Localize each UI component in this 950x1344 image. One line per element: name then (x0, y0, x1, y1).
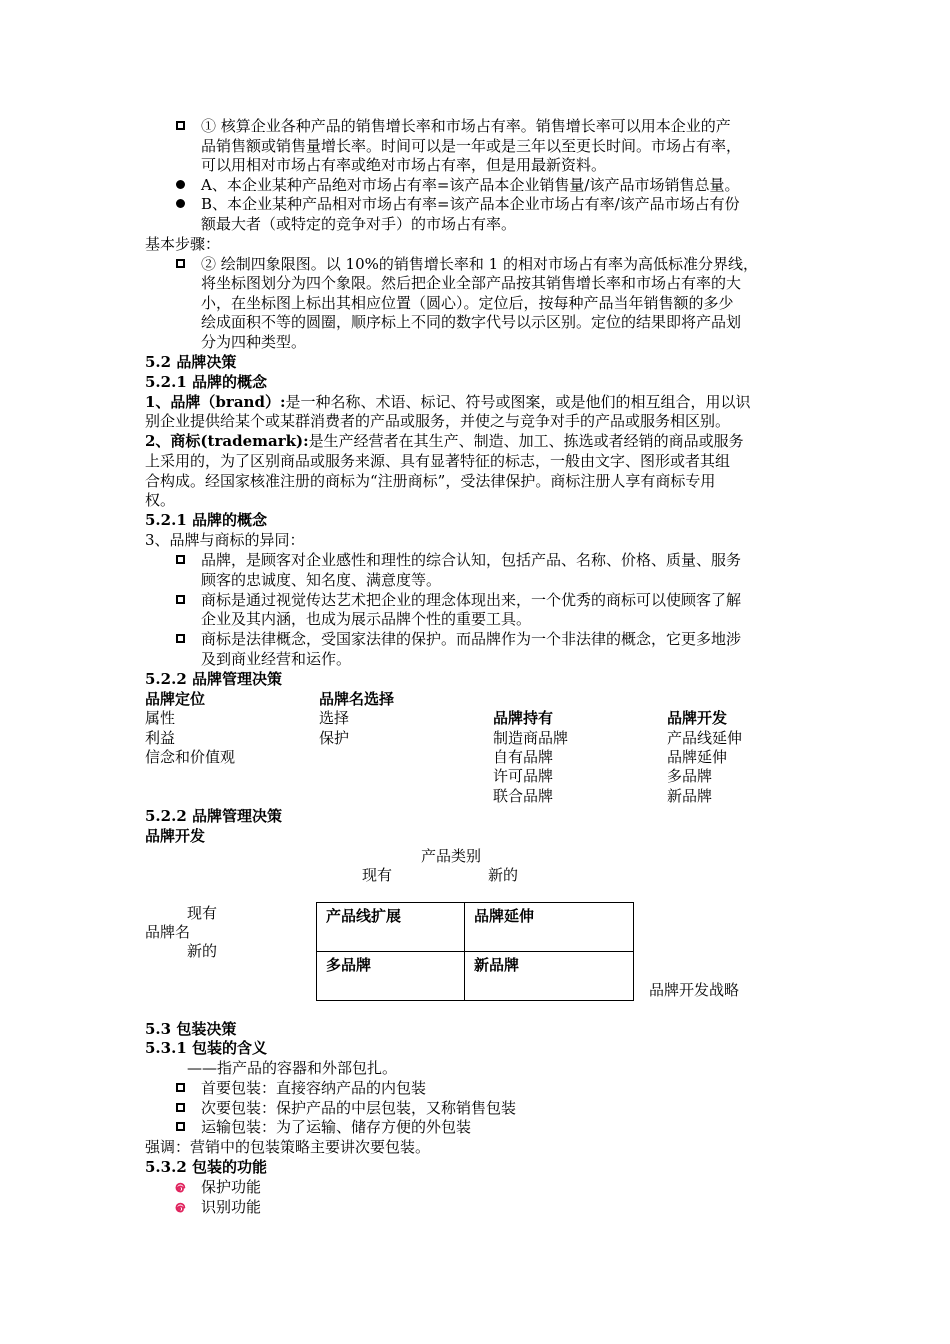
matrix-cell-brand-extension: 品牌延伸 (474, 907, 535, 925)
packaging-item: 运输包装：为了运输、储存方便的外包装 (201, 1118, 472, 1136)
bcg-item2-line3: 小，在坐标图上标出其相应位置（圆心）。定位后，按每种产品当年销售额的多少 (201, 294, 734, 312)
brand-definition-text: 是一种名称、术语、标记、符号或图案，或是他们的相互组合，用以识 (285, 393, 751, 411)
mgmt-col4-item: 多品牌 (667, 767, 713, 785)
matrix-cell-multibrand: 多品牌 (326, 956, 372, 974)
steps-label: 基本步骤： (145, 235, 221, 253)
brand-term: 1、品牌（brand）: (145, 393, 286, 411)
trademark-term: 2、商标(trademark): (145, 432, 309, 450)
matrix-cell-line-extension: 产品线扩展 (326, 907, 402, 925)
packaging-emphasis: 强调：营销中的包装策略主要讲次要包装。 (145, 1138, 431, 1156)
bcg-item2-line4: 绘成面积不等的圆圈，顺序标上不同的数字代号以示区别。定位的结果即将产品划 (201, 313, 742, 331)
trademark-definition-line4: 权。 (145, 491, 176, 509)
brand-dev-caption: 品牌开发战略 (649, 981, 740, 999)
product-category-label: 产品类别 (421, 847, 482, 865)
dot-bullet-icon (176, 180, 185, 189)
function-item: 识别功能 (201, 1198, 262, 1216)
checkbox-bullet-icon (176, 121, 185, 130)
bcg-item1-line1: ① 核算企业各种产品的销售增长率和市场占有率。销售增长率可以用本企业的产 (201, 117, 731, 135)
checkbox-bullet-icon (176, 1103, 185, 1112)
heading-5-2-1: 5.2.1 品牌的概念 (145, 373, 267, 391)
dot-bullet-icon (176, 199, 185, 208)
trademark-definition-text: 是生产经营者在其生产、制造、加工、拣选或者经销的商品或服务 (308, 432, 744, 450)
mgmt-col1-item: 利益 (145, 729, 176, 747)
diff3-line2: 及到商业经营和运作。 (201, 650, 352, 668)
brand-existing-label: 现有 (187, 904, 218, 922)
trademark-definition-line3: 合构成。经国家核准注册的商标为“注册商标”，受法律保护。商标注册人享有商标专用 (145, 472, 716, 490)
brand-new-label: 新的 (187, 942, 218, 960)
bcg-item-a: A、本企业某种产品绝对市场占有率=该产品本企业销售量/该产品市场销售总量。 (201, 176, 740, 194)
mgmt-col3-item: 许可品牌 (493, 767, 554, 785)
spiral-bullet-icon (172, 1202, 186, 1216)
mgmt-col3-item: 联合品牌 (493, 787, 554, 805)
packaging-definition: ——指产品的容器和外部包扎。 (187, 1059, 398, 1077)
bcg-item2-line1: ② 绘制四象限图。以 10%的销售增长率和 1 的相对市场占有率为高低标准分界线， (201, 255, 758, 273)
mgmt-col1-item: 信念和价值观 (145, 748, 236, 766)
diff2-line2: 企业及其内涵，也成为展示品牌个性的重要工具。 (201, 610, 532, 628)
category-new-label: 新的 (488, 866, 519, 884)
checkbox-bullet-icon (176, 555, 185, 564)
mgmt-col1-title: 品牌定位 (145, 690, 206, 708)
mgmt-col4-item: 产品线延伸 (667, 729, 743, 747)
checkbox-bullet-icon (176, 634, 185, 643)
mgmt-col2-item: 保护 (319, 729, 350, 747)
bcg-item2-line5: 分为四种类型。 (201, 333, 307, 351)
diff2-line1: 商标是通过视觉传达艺术把企业的理念体现出来，一个优秀的商标可以使顾客了解 (201, 591, 742, 609)
mgmt-col3-item: 制造商品牌 (493, 729, 569, 747)
matrix-cell-new-brand: 新品牌 (474, 956, 520, 974)
mgmt-col4-item: 新品牌 (667, 787, 713, 805)
function-item: 保护功能 (201, 1178, 262, 1196)
diff1-line1: 品牌，是顾客对企业感性和理性的综合认知，包括产品、名称、价格、质量、服务 (201, 551, 742, 569)
trademark-definition (145, 431, 744, 451)
brand-dev-matrix (316, 902, 634, 1001)
checkbox-bullet-icon (176, 1122, 185, 1131)
brand-definition (145, 392, 751, 412)
bcg-item-b-line1: B、本企业某种产品相对市场占有率=该产品本企业市场占有率/该产品市场占有份 (201, 195, 740, 213)
trademark-definition-line2: 上采用的，为了区别商品或服务来源、具有显著特征的标志，一般由文字、图形或者其组 (145, 452, 731, 470)
heading-5-2: 5.2 品牌决策 (145, 353, 237, 371)
category-existing-label: 现有 (362, 866, 393, 884)
matrix-divider (317, 951, 633, 952)
spiral-bullet-icon (172, 1182, 186, 1196)
heading-5-3-1: 5.3.1 包装的含义 (145, 1039, 267, 1057)
checkbox-bullet-icon (176, 259, 185, 268)
mgmt-col3-item: 自有品牌 (493, 748, 554, 766)
heading-5-2-2-repeat: 5.2.2 品牌管理决策 (145, 807, 282, 825)
bcg-item1-line2: 品销售额或销售量增长率。时间可以是一年或是三年以至更长时间。市场占有率， (201, 137, 742, 155)
diff3-line1: 商标是法律概念，受国家法律的保护。而品牌作为一个非法律的概念，它更多地涉 (201, 630, 742, 648)
mgmt-col1-item: 属性 (145, 709, 176, 727)
packaging-item: 首要包装：直接容纳产品的内包装 (201, 1079, 427, 1097)
brand-name-label: 品牌名 (145, 923, 191, 941)
brand-trademark-diff-label: 3、品牌与商标的异同： (145, 531, 305, 549)
brand-definition-line2: 别企业提供给某个或某群消费者的产品或服务，并使之与竞争对手的产品或服务相区别。 (145, 412, 731, 430)
diff1-line2: 顾客的忠诚度、知名度、满意度等。 (201, 571, 442, 589)
checkbox-bullet-icon (176, 1083, 185, 1092)
heading-5-2-2: 5.2.2 品牌管理决策 (145, 670, 282, 688)
mgmt-col4-title: 品牌开发 (667, 709, 728, 727)
checkbox-bullet-icon (176, 595, 185, 604)
bcg-item2-line2: 将坐标图划分为四个象限。然后把企业全部产品按其销售增长率和市场占有率的大 (201, 274, 742, 292)
mgmt-col3-title: 品牌持有 (493, 709, 554, 727)
bcg-item1-line3: 可以用相对市场占有率或绝对市场占有率，但是用最新资料。 (201, 156, 607, 174)
brand-dev-subtitle: 品牌开发 (145, 827, 206, 845)
heading-5-2-1-repeat: 5.2.1 品牌的概念 (145, 511, 267, 529)
heading-5-3-2: 5.3.2 包装的功能 (145, 1158, 267, 1176)
bcg-item-b-line2: 额最大者（或特定的竞争对手）的市场占有率。 (201, 215, 517, 233)
mgmt-col4-item: 品牌延伸 (667, 748, 728, 766)
heading-5-3: 5.3 包装决策 (145, 1020, 237, 1038)
mgmt-col2-title: 品牌名选择 (319, 690, 395, 708)
mgmt-col2-item: 选择 (319, 709, 350, 727)
packaging-item: 次要包装：保护产品的中层包装，又称销售包装 (201, 1099, 517, 1117)
